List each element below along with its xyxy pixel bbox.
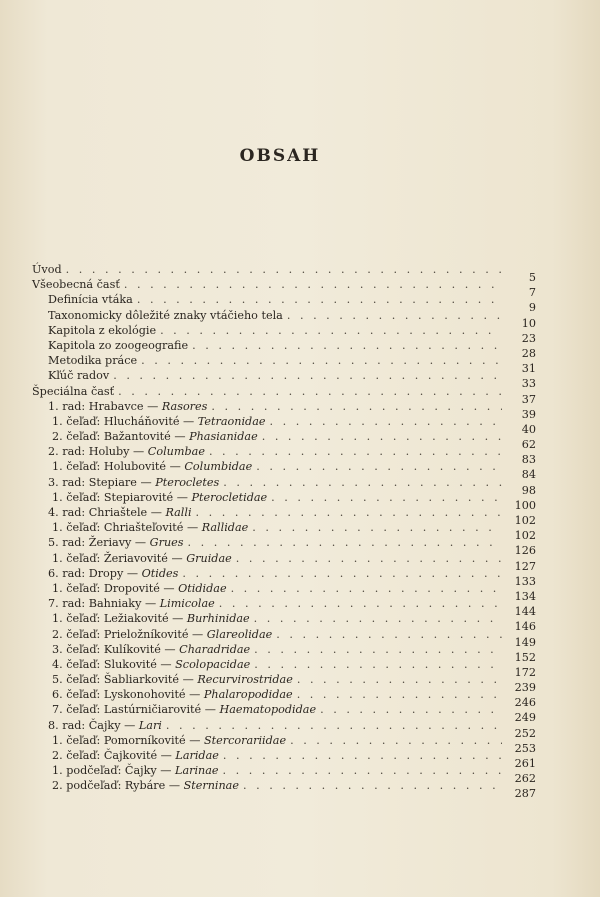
toc-entry-title: Úvod — [32, 263, 62, 276]
toc-entry-label — [32, 262, 62, 277]
dot-leader — [209, 444, 502, 459]
dot-leader — [211, 399, 502, 414]
toc-entry — [32, 581, 536, 603]
toc-entry-title: 1. čeľaď: Žeriavovité — — [52, 551, 187, 565]
toc-entry-latin-name: Otididae — [178, 581, 227, 595]
toc-entry — [32, 657, 536, 679]
toc-entry-label — [52, 733, 286, 748]
toc-entry-title: 1. čeľaď: Chriašteľovité — — [52, 521, 202, 535]
toc-entry-page-number: 252 — [514, 726, 536, 740]
dot-leader — [231, 581, 502, 596]
dot-leader — [141, 353, 502, 368]
toc-entry-label — [52, 611, 250, 626]
dot-leader — [66, 262, 502, 277]
toc-entry-latin-name: Gruidae — [186, 551, 232, 565]
toc-entry-page-number: 37 — [521, 392, 536, 406]
toc-entry-title: 5. čeľaď: Šabliarkovité — — [52, 673, 198, 687]
dot-leader — [166, 718, 502, 733]
toc-entry-label — [48, 596, 215, 611]
toc-entry-title: Kapitola zo zoogeografie — [48, 338, 189, 352]
toc-entry-latin-name: Burhinidae — [186, 612, 250, 626]
dot-leader — [254, 611, 502, 626]
toc-entry-latin-name: Recurvirostridae — [197, 673, 293, 687]
toc-entry-page-number: 31 — [521, 362, 536, 376]
toc-entry-page-number: 39 — [521, 407, 536, 421]
toc-entry-title: 1. čeľaď: Dropovité — — [52, 581, 179, 595]
toc-entry-label — [52, 763, 219, 778]
toc-entry-page-number: 83 — [521, 453, 536, 467]
toc-entry-label — [52, 627, 272, 642]
toc-entry-page-number: 7 — [528, 286, 536, 300]
toc-entry-page-number: 253 — [514, 741, 536, 755]
toc-entry-label — [52, 551, 232, 566]
dot-leader — [243, 778, 502, 793]
dot-leader — [236, 551, 502, 566]
toc-entry-page-number: 5 — [528, 271, 536, 284]
toc-entry-label — [52, 702, 316, 717]
toc-entry-label — [48, 292, 133, 307]
toc-entry-title: 1. čeľaď: Stepiarovité — — [52, 490, 192, 504]
toc-entry-label — [52, 687, 293, 702]
dot-leader — [270, 414, 503, 429]
toc-entry-title: 4. rad: Chriaštele — — [48, 506, 166, 519]
toc-entry-title: Všeobecná časť — [32, 278, 120, 292]
toc-entry-page-number: 102 — [514, 529, 536, 543]
page-title: OBSAH — [239, 146, 321, 166]
toc-entry-latin-name: Grues — [149, 536, 184, 550]
toc-entry-latin-name: Haematopodidae — [219, 703, 317, 717]
toc-entry-latin-name: Limicolae — [159, 597, 215, 611]
toc-entry-label — [48, 368, 109, 383]
toc-entry-title: Kľúč radov — [48, 369, 110, 383]
toc-entry-label — [48, 566, 178, 581]
toc-entry — [32, 733, 536, 755]
toc-entry-page-number: 126 — [514, 544, 536, 558]
toc-entry-page-number: 23 — [521, 331, 536, 345]
toc-entry-latin-name: Ralli — [165, 506, 192, 519]
toc-entry-latin-name: Columbidae — [184, 460, 253, 474]
toc-entry-latin-name: Tetraonidae — [197, 414, 266, 428]
toc-entry-label — [48, 308, 283, 323]
toc-entry-label — [48, 399, 207, 414]
toc-entry-page-number: 40 — [521, 422, 536, 436]
dot-leader — [290, 733, 502, 748]
toc-entry-title: 4. čeľaď: Slukovité — — [52, 657, 176, 671]
dot-leader — [137, 292, 502, 307]
toc-entry-label — [48, 444, 205, 459]
dot-leader — [188, 535, 502, 550]
toc-entry-page-number: 84 — [521, 468, 536, 482]
toc-entry-latin-name: Pterocletes — [155, 475, 220, 489]
toc-entry-title: 8. rad: Čajky — — [48, 718, 139, 732]
dot-leader — [113, 368, 502, 383]
toc-entry-title: 5. rad: Žeriavy — — [48, 536, 150, 550]
toc-entry-title: Metodika práce — [48, 354, 138, 368]
toc-entry-label — [52, 429, 258, 444]
dot-leader — [223, 763, 502, 778]
dot-leader — [160, 323, 502, 338]
toc-entry-latin-name: Phalaropodidae — [203, 688, 293, 702]
toc-entry-latin-name: Charadridae — [179, 642, 251, 656]
toc-entry-title: 2. čeľaď: Čajkovité — — [52, 749, 176, 762]
toc-entry-label — [52, 490, 267, 505]
toc-entry-label — [52, 657, 250, 672]
toc-entry-title: 7. čeľaď: Lastúrničiarovité — — [52, 703, 220, 717]
toc-entry — [32, 414, 536, 436]
toc-entry-page-number: 149 — [514, 635, 536, 649]
dot-leader — [196, 505, 502, 520]
toc-entry-title: 1. čeľaď: Hlucháňovité — — [52, 414, 198, 428]
toc-entry-latin-name: Stercorariidae — [203, 733, 287, 747]
toc-entry-latin-name: Larinae — [175, 764, 219, 778]
toc-entry-title: 3. čeľaď: Kulíkovité — — [52, 642, 180, 656]
toc-entry-page-number: 62 — [521, 438, 536, 452]
dot-leader — [254, 657, 502, 672]
toc-entry-label — [48, 505, 192, 520]
toc-entry — [32, 778, 536, 801]
toc-entry-latin-name: Phasianidae — [189, 430, 258, 444]
toc-entry-label — [52, 672, 293, 687]
toc-entry — [32, 338, 536, 360]
toc-entry-title: Definícia vtáka — [48, 293, 133, 307]
toc-entry-title: 6. rad: Dropy — — [48, 566, 142, 580]
toc-entry-latin-name: Pterocletidae — [191, 490, 268, 504]
toc-entry-page-number: 133 — [514, 574, 536, 588]
dot-leader — [124, 277, 502, 292]
toc-entry — [32, 262, 536, 284]
toc-entry-latin-name: Columbae — [147, 445, 205, 459]
toc-entry-title: 1. čeľaď: Pomorníkovité — — [52, 733, 204, 747]
dot-leader — [223, 748, 502, 763]
toc-entry-page-number: 249 — [514, 711, 536, 725]
toc-entry-page-number: 146 — [514, 620, 536, 634]
toc-entry-title: Špeciálna časť — [32, 384, 115, 398]
toc-entry-label — [52, 642, 250, 657]
toc-entry-page-number: 152 — [514, 650, 536, 664]
dot-leader — [262, 429, 502, 444]
dot-leader — [276, 627, 502, 642]
toc-entry-page-number: 102 — [514, 514, 536, 527]
toc-entry — [32, 505, 536, 527]
toc-entry-label — [52, 520, 248, 535]
toc-entry-title: 3. rad: Stepiare — — [48, 475, 156, 489]
toc-entry-title: 2. podčeľaď: Rybáre — — [52, 779, 184, 793]
dot-leader — [256, 459, 502, 474]
toc-entry-latin-name: Scolopacidae — [175, 657, 251, 671]
dot-leader — [219, 596, 502, 611]
toc-entry-label — [48, 535, 184, 550]
dot-leader — [287, 308, 502, 323]
toc-entry-label — [52, 748, 219, 763]
toc-entry-label — [48, 353, 137, 368]
toc-entry-latin-name: Rallidae — [201, 521, 249, 535]
toc-entry-label — [52, 778, 239, 793]
table-of-contents — [32, 262, 536, 801]
toc-entry-title: Taxonomicky dôležité znaky vtáčieho tela — [48, 308, 283, 322]
toc-entry — [32, 490, 536, 512]
toc-entry-page-number: 239 — [514, 681, 536, 695]
toc-entry-page-number: 10 — [521, 316, 536, 330]
toc-entry-label — [32, 384, 114, 399]
toc-entry-title: 7. rad: Bahniaky — — [48, 597, 160, 611]
toc-entry-label — [32, 277, 120, 292]
toc-entry-title: Kapitola z ekológie — [48, 323, 157, 337]
toc-entry-title: 1. podčeľaď: Čajky — — [52, 764, 176, 778]
toc-entry — [32, 748, 536, 770]
toc-entry-latin-name: Otides — [141, 566, 179, 580]
toc-entry-page-number: 172 — [514, 665, 536, 679]
toc-entry-page-number: 144 — [514, 605, 536, 619]
toc-entry-page-number: 246 — [514, 696, 536, 710]
toc-entry-latin-name: Laridae — [175, 749, 219, 762]
dot-leader — [320, 702, 502, 717]
dot-leader — [118, 384, 502, 399]
dot-leader — [271, 490, 502, 505]
dot-leader — [182, 566, 502, 581]
toc-entry-title: 2. rad: Holuby — — [48, 445, 148, 459]
dot-leader — [297, 672, 502, 687]
toc-entry-latin-name: Lari — [138, 718, 162, 732]
toc-entry-latin-name: Rasores — [161, 399, 208, 413]
dot-leader — [223, 475, 502, 490]
toc-entry-label — [52, 414, 266, 429]
toc-entry-label — [48, 475, 219, 490]
toc-entry-title: 2. čeľaď: Prieložníkovité — — [52, 627, 207, 641]
toc-entry-label — [48, 338, 188, 353]
toc-entry-page-number: 287 — [514, 787, 536, 801]
toc-entry-page-number: 9 — [528, 301, 536, 315]
toc-entry-page-number: 127 — [514, 559, 536, 573]
toc-entry-page-number: 134 — [514, 589, 536, 603]
toc-entry-title: 1. čeľaď: Ležiakovité — — [52, 612, 187, 626]
toc-entry-page-number: 33 — [521, 377, 536, 391]
toc-entry-page-number: 98 — [521, 483, 536, 497]
toc-entry-latin-name: Sterninae — [183, 779, 239, 793]
toc-entry-title: 1. čeľaď: Holubovité — — [52, 460, 185, 474]
dot-leader — [192, 338, 502, 353]
toc-entry-label — [52, 581, 227, 596]
toc-entry-page-number: 28 — [521, 346, 536, 360]
toc-entry-page-number: 261 — [514, 757, 536, 770]
toc-entry-title: 1. rad: Hrabavce — — [48, 399, 162, 413]
toc-entry-title: 6. čeľaď: Lyskonohovité — — [52, 688, 204, 702]
toc-entry-label — [48, 718, 162, 733]
dot-leader — [252, 520, 502, 535]
toc-entry-latin-name: Glareolidae — [206, 627, 273, 641]
toc-entry-page-number: 262 — [514, 772, 536, 786]
toc-entry-label — [52, 459, 252, 474]
toc-entry-page-number: 100 — [514, 498, 536, 512]
dot-leader — [297, 687, 502, 702]
toc-entry-title: 2. čeľaď: Bažantovité — — [52, 430, 190, 444]
toc-entry-label — [48, 323, 156, 338]
dot-leader — [254, 642, 502, 657]
